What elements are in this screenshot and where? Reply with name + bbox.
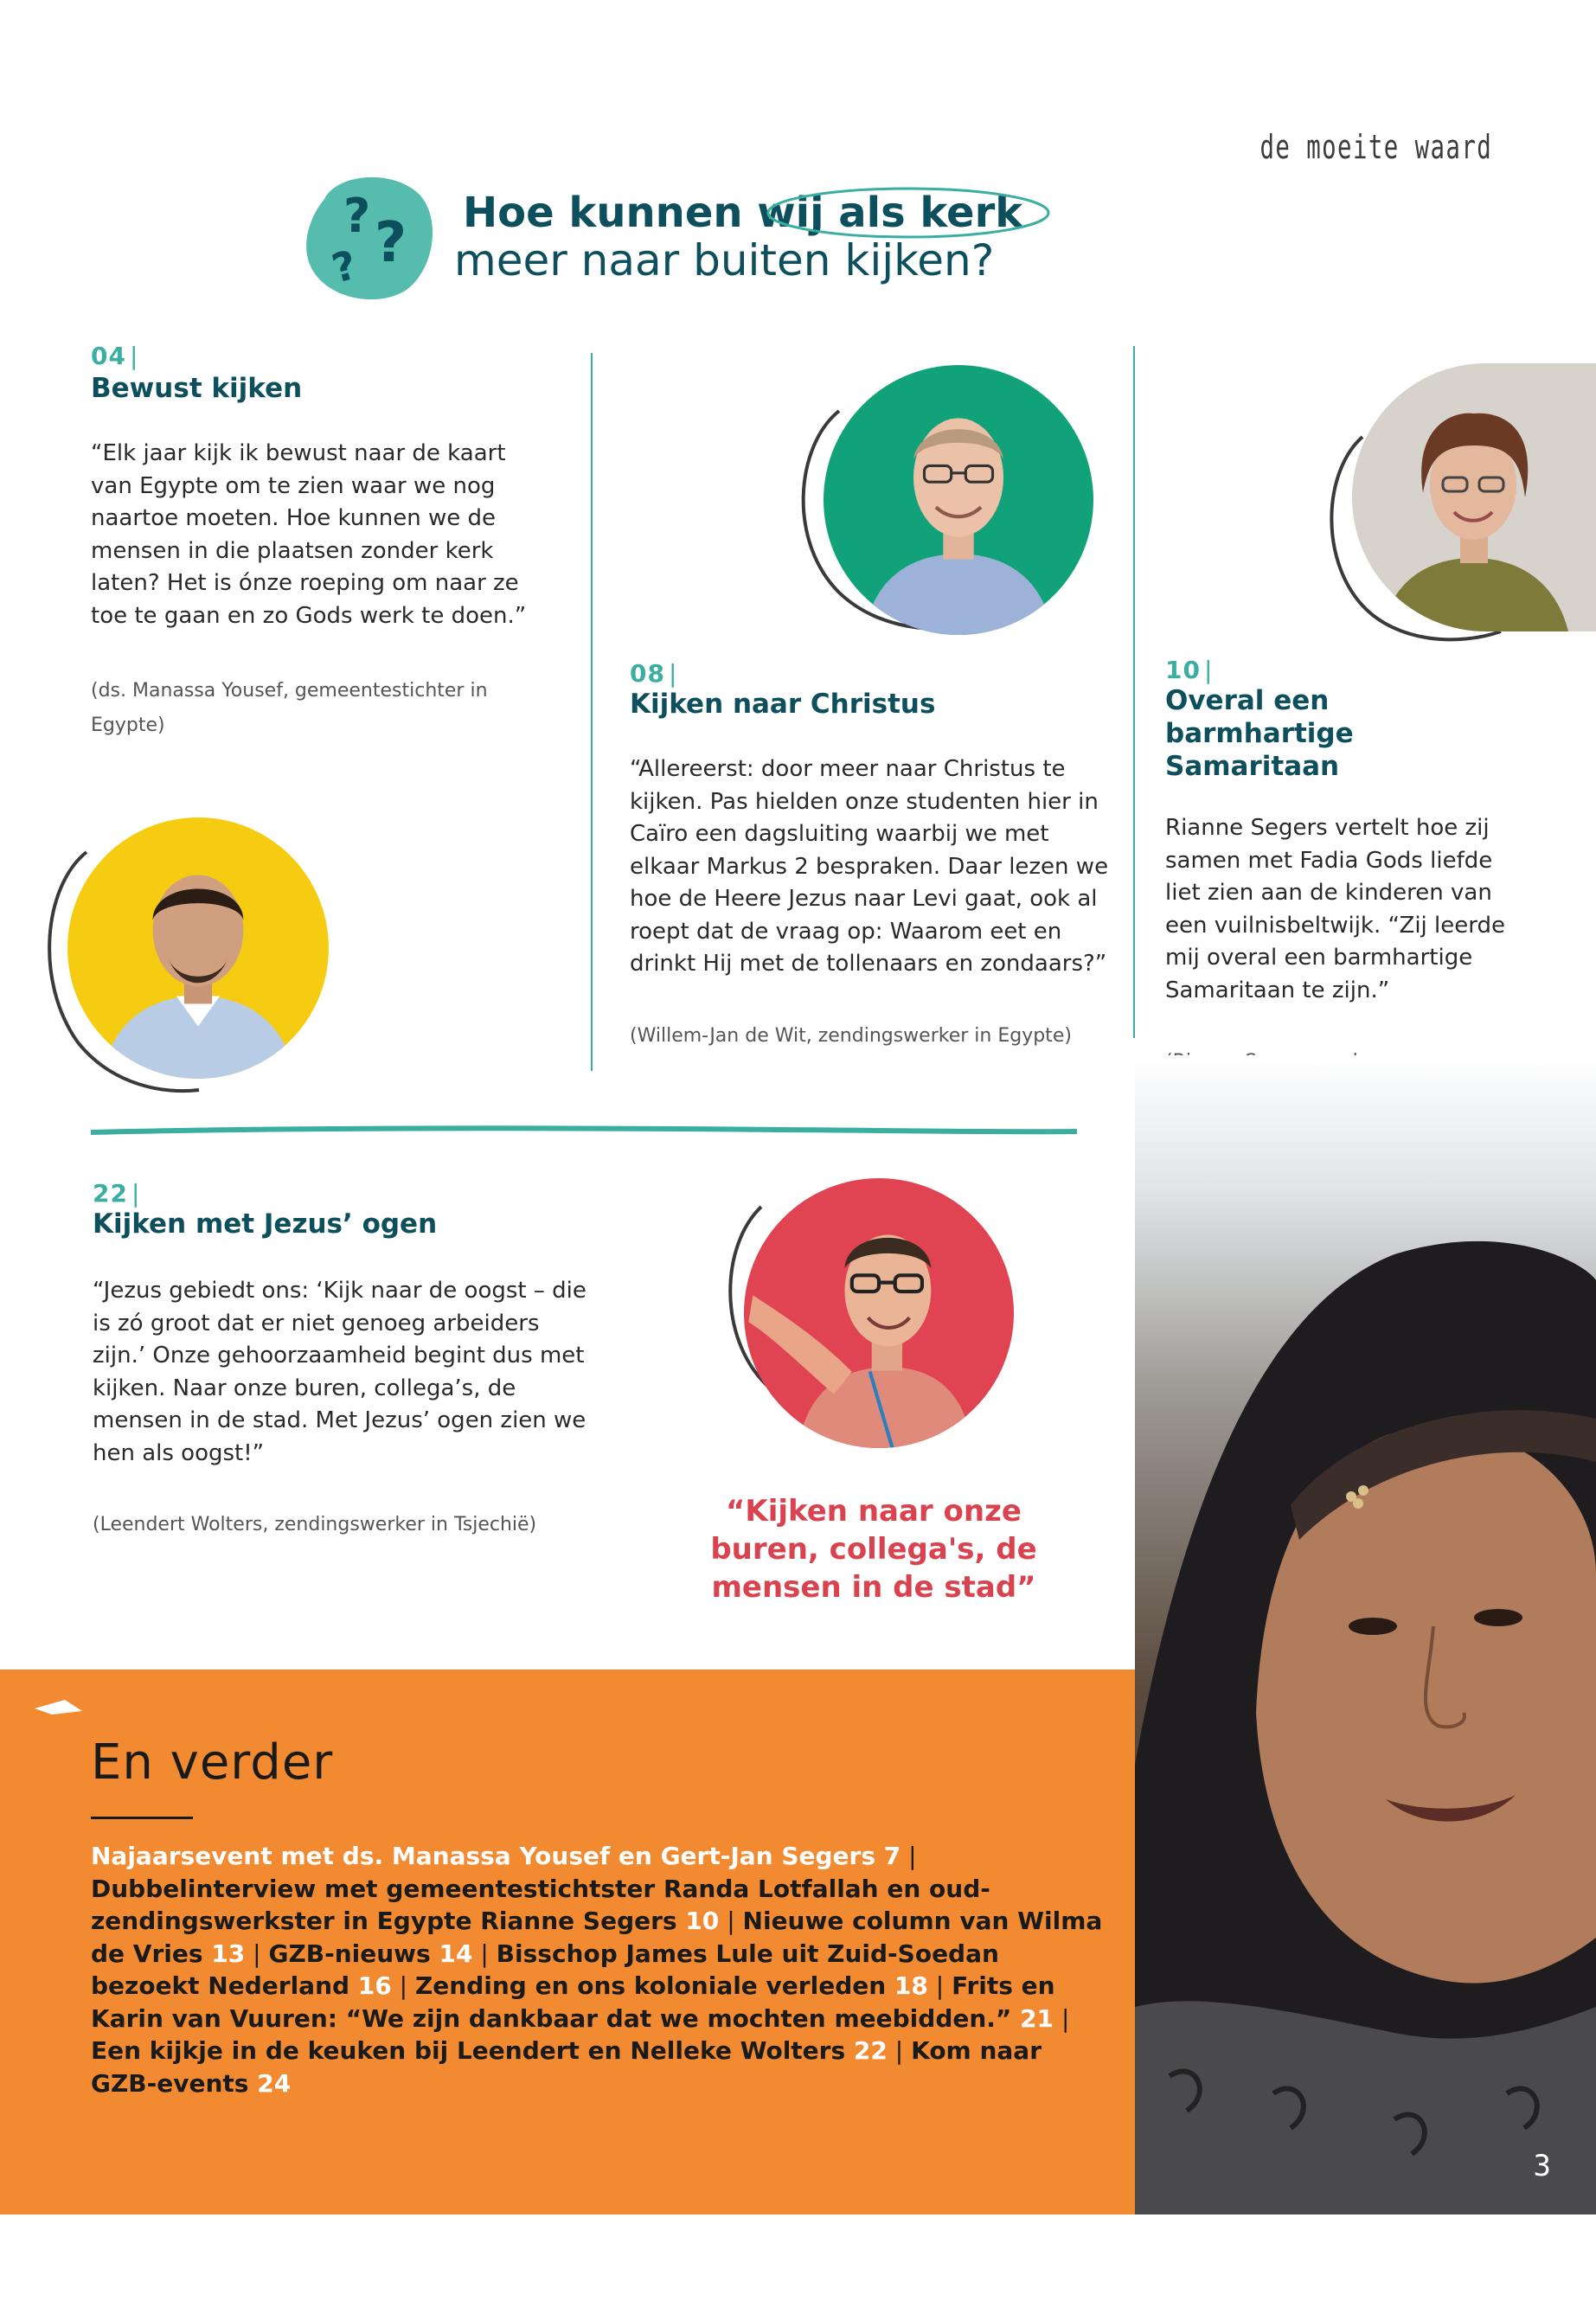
article-citation: (Willem-Jan de Wit, zendingswerker in Egypte): [630, 1024, 1072, 1047]
portrait-manassa-yousef: [67, 817, 329, 1079]
en-verder-rule: [91, 1817, 193, 1819]
article-04: [91, 342, 558, 743]
article-quote: Rianne Segers vertelt hoe zij samen met Fadia Gods liefde liet zien aan de kinderen van een vuilnisbeltwijk. “Zij leerde mij overal een barmhartige Samaritaan te zijn.”: [1165, 815, 1505, 1003]
verder-item[interactable]: Frits en Karin van Vuuren: “We zijn dankbaar dat we mochten meebidden.” 21: [91, 1971, 1055, 2033]
pull-quote: “Kijken naar onze buren, collega's, de mensen in de stad”: [710, 1494, 1037, 1605]
page-number: 3: [1533, 2149, 1551, 2183]
verder-item[interactable]: Nieuwe column van Wilma de Vries 13: [91, 1907, 1103, 1968]
article-number: 22 |: [93, 1179, 141, 1208]
article-08: [630, 659, 1114, 1054]
article-22: [93, 1179, 594, 1542]
headline-line-1: Hoe kunnen wij als kerk: [463, 189, 1023, 237]
article-quote: “Elk jaar kijk ik bewust naar de kaart van Egypte om te zien waar we nog naartoe moeten. Hoe kunnen we de mensen in die plaatsen zonder kerk laten? Het is ónze roeping om naar ze toe te gaan en zo Gods werk te doen.”: [91, 440, 527, 629]
verder-item[interactable]: Zending en ons koloniale verleden 18: [415, 1971, 928, 2000]
column-divider-left: [591, 353, 593, 1071]
portrait-leendert-wolters: [744, 1178, 1014, 1448]
question-marks-icon: [298, 164, 437, 303]
column-divider-right: [1133, 346, 1135, 1038]
article-title: Overal een barmhartige Samaritaan: [1165, 685, 1354, 782]
article-citation: (ds. Manassa Yousef, gemeentestichter in Egypte): [91, 680, 488, 736]
en-verder-list: Najaarsevent met ds. Manassa Yousef en Gert-Jan Segers 7 | Dubbelinterview met gemeentestichtster Randa Lotfallah en oud-zendingswerkster in Egypte Rianne Segers 10 | Nieuwe column van Wilma de Vries 13 | GZB-nieuws 14 | Bisschop James Lule uit Zuid-Soedan bezoekt Nederland 16 | Zending en ons koloniale verleden 18 | Frits en Karin van Vuuren: “We zijn dankbaar dat we mochten meebidden.” 21 | Een kijkje in de keuken bij Leendert en Nelleke Wolters 22 | Kom naar GZB-events 24: [91, 1842, 1103, 2098]
article-citation: (Leendert Wolters, zendingswerker in Tsjechië): [93, 1514, 537, 1535]
article-number: 04 |: [91, 342, 139, 370]
article-title: Kijken naar Christus: [630, 689, 936, 720]
svg-text:?: ?: [327, 240, 362, 292]
verder-item[interactable]: Najaarsevent met ds. Manassa Yousef en Gert-Jan Segers 7: [91, 1842, 901, 1870]
article-quote: “Jezus gebiedt ons: ‘Kijk naar de oogst – die is zó groot dat er niet genoeg arbeiders zijn.’ Onze gehoorzaamheid begint dus met kijken. Naar onze buren, collega’s, de mensen in de stad. Met Jezus’ ogen zien we hen als oogst!”: [93, 1278, 586, 1466]
verder-item[interactable]: Bisschop James Lule uit Zuid-Soedan bezoekt Nederland 16: [91, 1939, 999, 2000]
verder-item[interactable]: GZB-nieuws 14: [268, 1939, 473, 1968]
svg-text:?: ?: [375, 211, 407, 275]
article-number: 10 |: [1165, 656, 1214, 684]
section-label: de moeite waard: [1259, 128, 1492, 166]
article-quote: “Allereerst: door meer naar Christus te kijken. Pas hielden onze studenten hier in Caïro een dagsluiting waarbij we met elkaar Markus 2 bespraken. Daar lezen we hoe de Heere Jezus naar Levi gaat, ook al roept dat de vraag op: Waarom eet en drinkt Hij met de tollenaars en zondaars?”: [630, 756, 1109, 977]
article-title: Bewust kijken: [91, 373, 303, 404]
verder-item[interactable]: Kom naar GZB-events 24: [91, 2036, 1042, 2098]
highlight-oval: [761, 182, 1055, 242]
verder-item[interactable]: Een kijkje in de keuken bij Leendert en Nelleke Wolters 22: [91, 2036, 888, 2065]
horizontal-brush-divider: [91, 1125, 1077, 1138]
article-title: Kijken met Jezus’ ogen: [93, 1208, 438, 1240]
svg-text:?: ?: [343, 189, 371, 243]
verder-item[interactable]: Dubbelinterview met gemeentestichtster Randa Lotfallah en oud-zendingswerkster in Egypte Rianne Segers 10: [91, 1874, 990, 1935]
photo-egyptian-woman: [1135, 1055, 1596, 2214]
en-verder-title: En verder: [91, 1734, 334, 1791]
article-number: 08 |: [630, 659, 678, 688]
portrait-willem-jan-de-wit: [824, 365, 1093, 635]
torn-paper-edge: [0, 1661, 1135, 1730]
headline-line-2: meer naar buiten kijken?: [454, 235, 995, 285]
article-10: [1165, 656, 1563, 1114]
